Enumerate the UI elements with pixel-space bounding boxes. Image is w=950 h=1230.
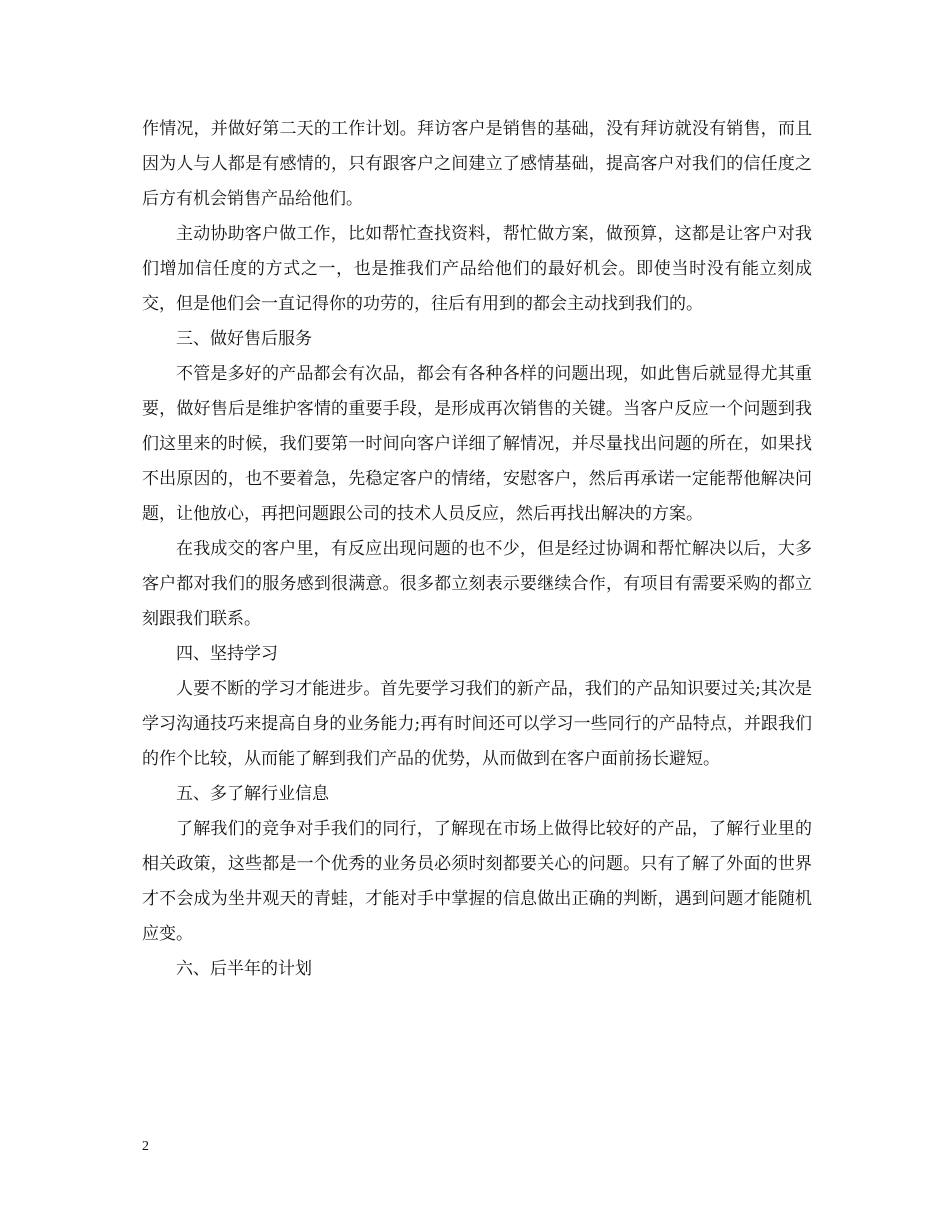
- heading-keep-learning: 四、坚持学习: [176, 644, 278, 664]
- paragraph-client-satisfaction: 在我成交的客户里，有反应出现问题的也不少，但是经过协调和帮忙解决以后，大多客户都对我们的服务感到很满意。很多都立刻表示要继续合作，有项目有需要采购的都立刻跟我们联系。: [142, 539, 812, 629]
- paragraph-sales-visits: 作情况，并做好第二天的工作计划。拜访客户是销售的基础，没有拜访就没有销售，而且因为人与人都是有感情的，只有跟客户之间建立了感情基础，提高客户对我们的信任度之后方有机会销售产品给他们。: [142, 119, 812, 209]
- heading-second-half-plan: 六、后半年的计划: [176, 959, 312, 979]
- heading-industry-information: 五、多了解行业信息: [176, 784, 329, 804]
- heading-after-sales-service: 三、做好售后服务: [176, 329, 312, 349]
- paragraph-after-sales-importance: 不管是多好的产品都会有次品，都会有各种各样的问题出现，如此售后就显得尤其重要，做好售后是维护客情的重要手段，是形成再次销售的关键。当客户反应一个问题到我们这里来的时候，我们要第一时间向客户详细了解情况，并尽量找出问题的所在，如果找不出原因的，也不要着急，先稳定客户的情绪，安慰客户，然后再承诺一定能帮他解决问题，让他放心，再把问题跟公司的技术人员反应，然后再找出解决的方案。: [142, 364, 812, 524]
- paragraph-learning: 人要不断的学习才能进步。首先要学习我们的新产品，我们的产品知识要过关;其次是学习沟通技巧来提高自身的业务能力;再有时间还可以学习一些同行的产品特点，并跟我们的作个比较，从而能了解到我们产品的优势，从而做到在客户面前扬长避短。: [142, 679, 812, 769]
- page-number: 2: [142, 1139, 149, 1154]
- paragraph-industry-information: 了解我们的竞争对手我们的同行，了解现在市场上做得比较好的产品，了解行业里的相关政策，这些都是一个优秀的业务员必须时刻都要关心的问题。只有了解了外面的世界才不会成为坐井观天的青蛙，才能对手中掌握的信息做出正确的判断，遇到问题才能随机应变。: [142, 819, 812, 944]
- paragraph-assist-clients: 主动协助客户做工作，比如帮忙查找资料，帮忙做方案，做预算，这都是让客户对我们增加信任度的方式之一，也是推我们产品给他们的最好机会。即使当时没有能立刻成交，但是他们会一直记得你的功劳的，往后有用到的都会主动找到我们的。: [142, 224, 812, 314]
- document-body: [142, 112, 812, 987]
